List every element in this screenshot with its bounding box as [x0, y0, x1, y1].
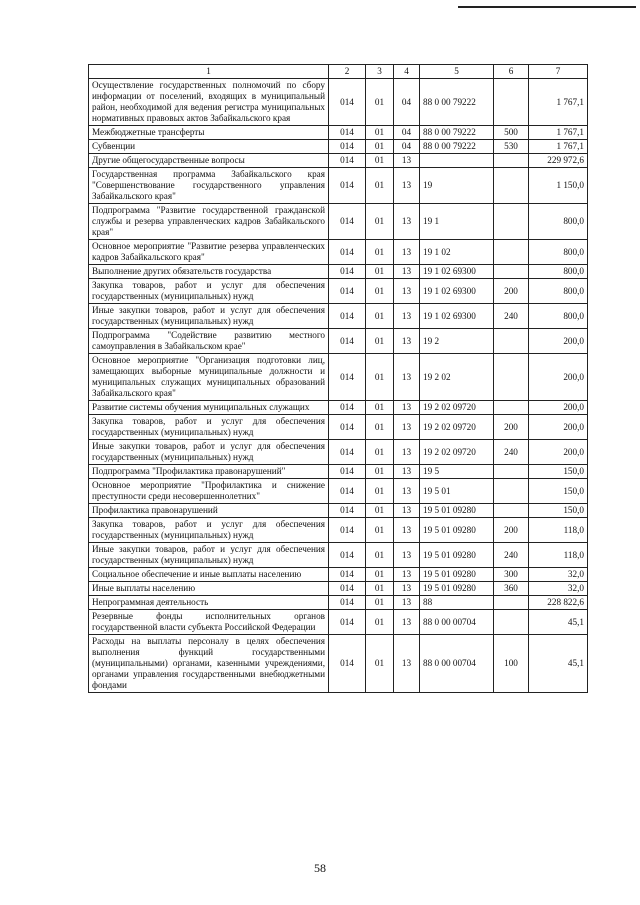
- subsection-code-cell: 13: [394, 240, 420, 265]
- amount-cell: 200,0: [529, 329, 588, 354]
- description-cell: Закупка товаров, работ и услуг для обеспечения государственных (муниципальных) нужд: [89, 415, 329, 440]
- ministry-code-cell: 014: [329, 79, 366, 126]
- expense-type-cell: [494, 610, 529, 635]
- amount-cell: 800,0: [529, 265, 588, 279]
- table-row: [89, 479, 588, 504]
- subsection-code-cell: 13: [394, 440, 420, 465]
- ministry-code-cell: 014: [329, 240, 366, 265]
- header-cell: 2: [329, 65, 366, 79]
- ministry-code-cell: 014: [329, 610, 366, 635]
- expense-type-cell: 200: [494, 279, 529, 304]
- ministry-code-cell: 014: [329, 479, 366, 504]
- subsection-code-cell: 13: [394, 401, 420, 415]
- subsection-code-cell: 13: [394, 504, 420, 518]
- table-row: [89, 265, 588, 279]
- ministry-code-cell: 014: [329, 140, 366, 154]
- top-rule: [458, 6, 636, 8]
- description-cell: Развитие системы обучения муниципальных служащих: [89, 401, 329, 415]
- amount-cell: 150,0: [529, 479, 588, 504]
- section-code-cell: 01: [366, 168, 394, 204]
- ministry-code-cell: 014: [329, 154, 366, 168]
- section-code-cell: 01: [366, 140, 394, 154]
- amount-cell: 1 767,1: [529, 126, 588, 140]
- header-cell: 6: [494, 65, 529, 79]
- ministry-code-cell: 014: [329, 440, 366, 465]
- description-cell: Осуществление государственных полномочий по сбору информации от поселений, входящих в муниципальный район, необходимой для ведения регистра муниципальных нормативных правовых актов Забайкальского края: [89, 79, 329, 126]
- expense-type-cell: [494, 479, 529, 504]
- expense-type-cell: [494, 79, 529, 126]
- description-cell: Основное мероприятие "Организация подготовки лиц, замещающих выборные муниципальные должности и муниципальных служащих муниципальных образований Забайкальского края": [89, 354, 329, 401]
- section-code-cell: 01: [366, 596, 394, 610]
- subsection-code-cell: 13: [394, 354, 420, 401]
- section-code-cell: 01: [366, 582, 394, 596]
- section-code-cell: 01: [366, 465, 394, 479]
- table-row: [89, 140, 588, 154]
- description-cell: Профилактика правонарушений: [89, 504, 329, 518]
- expense-type-cell: [494, 465, 529, 479]
- ministry-code-cell: 014: [329, 518, 366, 543]
- subsection-code-cell: 13: [394, 518, 420, 543]
- table-row: [89, 126, 588, 140]
- ministry-code-cell: 014: [329, 168, 366, 204]
- section-code-cell: 01: [366, 154, 394, 168]
- table-row: [89, 543, 588, 568]
- ministry-code-cell: 014: [329, 635, 366, 693]
- subsection-code-cell: 13: [394, 279, 420, 304]
- target-article-cell: 88 0 00 00704: [420, 635, 494, 693]
- table-row: [89, 354, 588, 401]
- subsection-code-cell: 13: [394, 304, 420, 329]
- section-code-cell: 01: [366, 240, 394, 265]
- target-article-cell: 19: [420, 168, 494, 204]
- ministry-code-cell: 014: [329, 415, 366, 440]
- table-row: [89, 518, 588, 543]
- expense-type-cell: 300: [494, 568, 529, 582]
- target-article-cell: 19 5 01 09280: [420, 568, 494, 582]
- section-code-cell: 01: [366, 265, 394, 279]
- header-cell: 7: [529, 65, 588, 79]
- table-row: [89, 329, 588, 354]
- description-cell: Иные закупки товаров, работ и услуг для обеспечения государственных (муниципальных) нужд: [89, 543, 329, 568]
- target-article-cell: 19 1 02 69300: [420, 304, 494, 329]
- subsection-code-cell: 04: [394, 79, 420, 126]
- subsection-code-cell: 13: [394, 465, 420, 479]
- subsection-code-cell: 13: [394, 265, 420, 279]
- table-row: [89, 154, 588, 168]
- subsection-code-cell: 13: [394, 568, 420, 582]
- subsection-code-cell: 13: [394, 329, 420, 354]
- amount-cell: 800,0: [529, 279, 588, 304]
- section-code-cell: 01: [366, 204, 394, 240]
- target-article-cell: 19 2: [420, 329, 494, 354]
- ministry-code-cell: 014: [329, 354, 366, 401]
- ministry-code-cell: 014: [329, 204, 366, 240]
- expense-type-cell: 240: [494, 440, 529, 465]
- amount-cell: 45,1: [529, 610, 588, 635]
- subsection-code-cell: 04: [394, 140, 420, 154]
- description-cell: Основное мероприятие "Развитие резерва управленческих кадров Забайкальского края": [89, 240, 329, 265]
- subsection-code-cell: 13: [394, 543, 420, 568]
- amount-cell: 32,0: [529, 582, 588, 596]
- description-cell: Закупка товаров, работ и услуг для обеспечения государственных (муниципальных) нужд: [89, 518, 329, 543]
- section-code-cell: 01: [366, 415, 394, 440]
- subsection-code-cell: 13: [394, 168, 420, 204]
- ministry-code-cell: 014: [329, 279, 366, 304]
- header-cell: 4: [394, 65, 420, 79]
- section-code-cell: 01: [366, 568, 394, 582]
- table-row: [89, 596, 588, 610]
- section-code-cell: 01: [366, 329, 394, 354]
- expense-type-cell: 200: [494, 415, 529, 440]
- target-article-cell: 19 2 02: [420, 354, 494, 401]
- table-row: [89, 415, 588, 440]
- ministry-code-cell: 014: [329, 126, 366, 140]
- description-cell: Подпрограмма "Содействие развитию местного самоуправления в Забайкальском крае": [89, 329, 329, 354]
- ministry-code-cell: 014: [329, 304, 366, 329]
- amount-cell: 200,0: [529, 401, 588, 415]
- subsection-code-cell: 13: [394, 635, 420, 693]
- header-row: [89, 65, 588, 79]
- table-row: [89, 279, 588, 304]
- ministry-code-cell: 014: [329, 504, 366, 518]
- expense-type-cell: [494, 204, 529, 240]
- target-article-cell: 88 0 00 00704: [420, 610, 494, 635]
- amount-cell: 800,0: [529, 240, 588, 265]
- expense-type-cell: 530: [494, 140, 529, 154]
- ministry-code-cell: 014: [329, 582, 366, 596]
- section-code-cell: 01: [366, 126, 394, 140]
- section-code-cell: 01: [366, 504, 394, 518]
- expense-type-cell: 240: [494, 543, 529, 568]
- amount-cell: 800,0: [529, 304, 588, 329]
- table-row: [89, 401, 588, 415]
- target-article-cell: 19 2 02 09720: [420, 415, 494, 440]
- section-code-cell: 01: [366, 401, 394, 415]
- section-code-cell: 01: [366, 440, 394, 465]
- expense-type-cell: 360: [494, 582, 529, 596]
- expense-type-cell: 500: [494, 126, 529, 140]
- section-code-cell: 01: [366, 304, 394, 329]
- table-row: [89, 635, 588, 693]
- section-code-cell: 01: [366, 518, 394, 543]
- header-cell: 3: [366, 65, 394, 79]
- subsection-code-cell: 13: [394, 610, 420, 635]
- description-cell: Основное мероприятие "Профилактика и снижение преступности среди несовершеннолетних": [89, 479, 329, 504]
- target-article-cell: 19 5 01: [420, 479, 494, 504]
- section-code-cell: 01: [366, 354, 394, 401]
- table-row: [89, 568, 588, 582]
- table-row: [89, 440, 588, 465]
- header-cell: 5: [420, 65, 494, 79]
- expense-type-cell: [494, 504, 529, 518]
- amount-cell: 228 822,6: [529, 596, 588, 610]
- expense-type-cell: 100: [494, 635, 529, 693]
- amount-cell: 1 767,1: [529, 79, 588, 126]
- description-cell: Резервные фонды исполнительных органов государственной власти субъекта Российской Федерации: [89, 610, 329, 635]
- header-cell: 1: [89, 65, 329, 79]
- target-article-cell: 19 5 01 09280: [420, 518, 494, 543]
- expense-type-cell: [494, 329, 529, 354]
- subsection-code-cell: 13: [394, 479, 420, 504]
- amount-cell: 32,0: [529, 568, 588, 582]
- target-article-cell: 19 2 02 09720: [420, 401, 494, 415]
- ministry-code-cell: 014: [329, 265, 366, 279]
- expense-type-cell: 240: [494, 304, 529, 329]
- amount-cell: 45,1: [529, 635, 588, 693]
- table-row: [89, 240, 588, 265]
- ministry-code-cell: 014: [329, 596, 366, 610]
- subsection-code-cell: 13: [394, 582, 420, 596]
- target-article-cell: 88 0 00 79222: [420, 126, 494, 140]
- expense-type-cell: [494, 265, 529, 279]
- page-number: 58: [314, 861, 326, 875]
- subsection-code-cell: 13: [394, 415, 420, 440]
- section-code-cell: 01: [366, 635, 394, 693]
- subsection-code-cell: 04: [394, 126, 420, 140]
- table-row: [89, 582, 588, 596]
- amount-cell: 800,0: [529, 204, 588, 240]
- amount-cell: 118,0: [529, 543, 588, 568]
- target-article-cell: 19 1 02: [420, 240, 494, 265]
- expense-type-cell: [494, 240, 529, 265]
- target-article-cell: 88: [420, 596, 494, 610]
- target-article-cell: 19 1: [420, 204, 494, 240]
- table-row: [89, 304, 588, 329]
- section-code-cell: 01: [366, 279, 394, 304]
- expense-type-cell: [494, 401, 529, 415]
- table-row: [89, 204, 588, 240]
- description-cell: Подпрограмма "Профилактика правонарушений": [89, 465, 329, 479]
- ministry-code-cell: 014: [329, 329, 366, 354]
- expense-type-cell: [494, 354, 529, 401]
- description-cell: Другие общегосударственные вопросы: [89, 154, 329, 168]
- amount-cell: 200,0: [529, 440, 588, 465]
- table-body: [89, 79, 588, 693]
- description-cell: Подпрограмма "Развитие государственной гражданской службы и резерва управленческих кадров Забайкальского края": [89, 204, 329, 240]
- table-row: [89, 79, 588, 126]
- amount-cell: 200,0: [529, 415, 588, 440]
- amount-cell: 150,0: [529, 465, 588, 479]
- target-article-cell: 19 2 02 09720: [420, 440, 494, 465]
- description-cell: Социальное обеспечение и иные выплаты населению: [89, 568, 329, 582]
- description-cell: Иные выплаты населению: [89, 582, 329, 596]
- description-cell: Иные закупки товаров, работ и услуг для обеспечения государственных (муниципальных) нужд: [89, 304, 329, 329]
- description-cell: Государственная программа Забайкальского края "Совершенствование государственного управления Забайкальского края": [89, 168, 329, 204]
- section-code-cell: 01: [366, 543, 394, 568]
- description-cell: Закупка товаров, работ и услуг для обеспечения государственных (муниципальных) нужд: [89, 279, 329, 304]
- description-cell: Расходы на выплаты персоналу в целях обеспечения выполнения функций государственными (муниципальными) органами, казенными учреждениями, органами управления государственными внебюджетными фондами: [89, 635, 329, 693]
- expense-type-cell: [494, 154, 529, 168]
- subsection-code-cell: 13: [394, 154, 420, 168]
- expense-type-cell: 200: [494, 518, 529, 543]
- description-cell: Выполнение других обязательств государства: [89, 265, 329, 279]
- table-row: [89, 465, 588, 479]
- ministry-code-cell: 014: [329, 543, 366, 568]
- expense-type-cell: [494, 596, 529, 610]
- ministry-code-cell: 014: [329, 465, 366, 479]
- table-row: [89, 610, 588, 635]
- target-article-cell: [420, 154, 494, 168]
- amount-cell: 150,0: [529, 504, 588, 518]
- amount-cell: 118,0: [529, 518, 588, 543]
- description-cell: Непрограммная деятельность: [89, 596, 329, 610]
- subsection-code-cell: 13: [394, 204, 420, 240]
- target-article-cell: 19 5 01 09280: [420, 504, 494, 518]
- description-cell: Иные закупки товаров, работ и услуг для обеспечения государственных (муниципальных) нужд: [89, 440, 329, 465]
- target-article-cell: 19 5 01 09280: [420, 582, 494, 596]
- description-cell: Субвенции: [89, 140, 329, 154]
- target-article-cell: 88 0 00 79222: [420, 79, 494, 126]
- amount-cell: 229 972,6: [529, 154, 588, 168]
- section-code-cell: 01: [366, 610, 394, 635]
- section-code-cell: 01: [366, 79, 394, 126]
- subsection-code-cell: 13: [394, 596, 420, 610]
- target-article-cell: 19 5: [420, 465, 494, 479]
- table-row: [89, 504, 588, 518]
- description-cell: Межбюджетные трансферты: [89, 126, 329, 140]
- amount-cell: 1 767,1: [529, 140, 588, 154]
- target-article-cell: 88 0 00 79222: [420, 140, 494, 154]
- expense-type-cell: [494, 168, 529, 204]
- table-row: [89, 168, 588, 204]
- target-article-cell: 19 1 02 69300: [420, 265, 494, 279]
- target-article-cell: 19 5 01 09280: [420, 543, 494, 568]
- ministry-code-cell: 014: [329, 401, 366, 415]
- amount-cell: 1 150,0: [529, 168, 588, 204]
- target-article-cell: 19 1 02 69300: [420, 279, 494, 304]
- section-code-cell: 01: [366, 479, 394, 504]
- amount-cell: 200,0: [529, 354, 588, 401]
- ministry-code-cell: 014: [329, 568, 366, 582]
- budget-table: [88, 64, 588, 693]
